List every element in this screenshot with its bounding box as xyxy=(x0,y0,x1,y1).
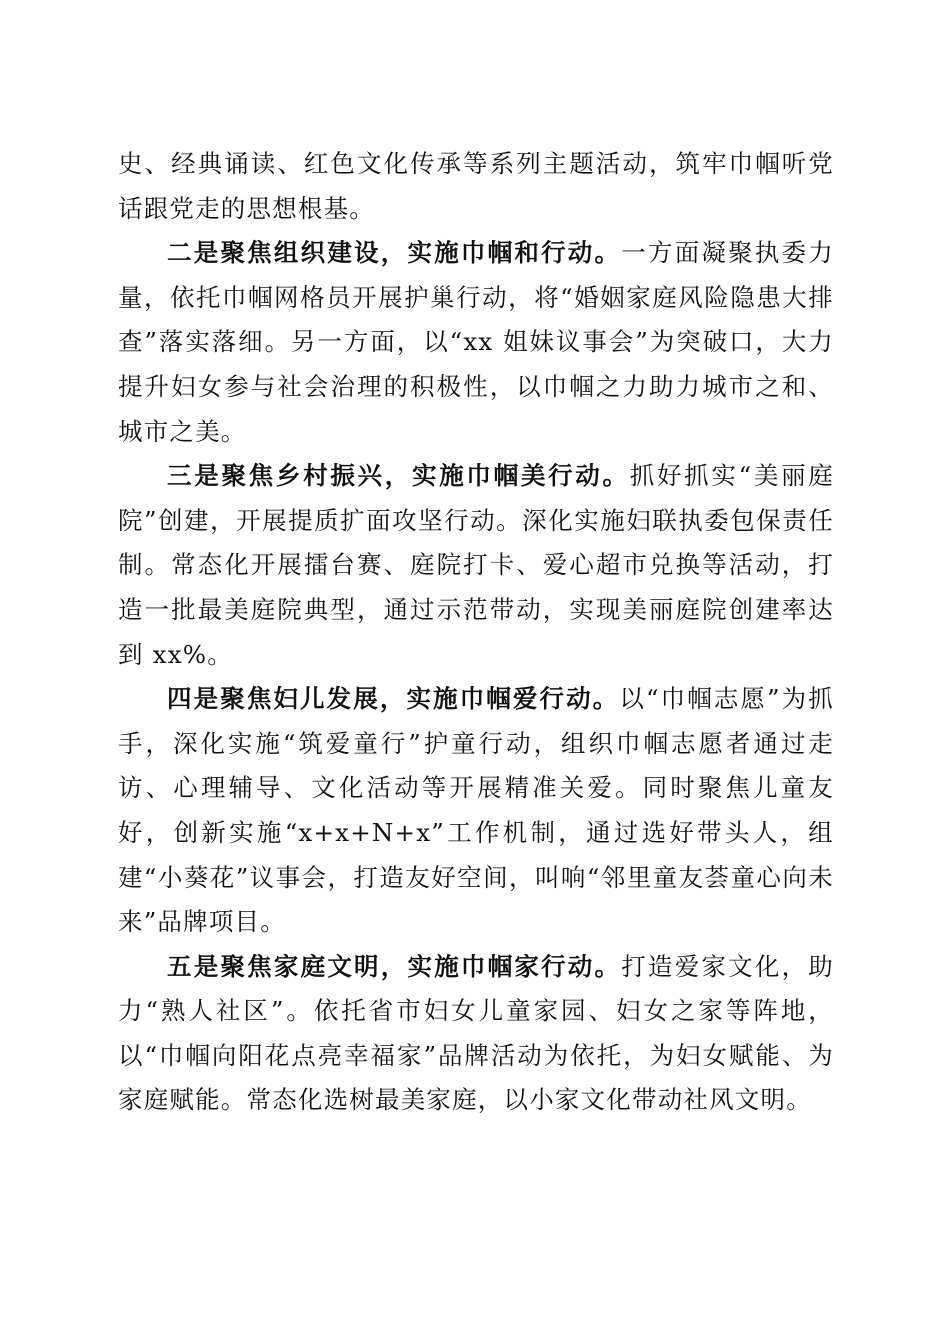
document-page xyxy=(118,142,834,1123)
paragraph-women-children xyxy=(118,677,834,945)
paragraph-lead: 二是聚焦组织建设，实施巾帼和行动。 xyxy=(167,238,622,268)
paragraph-body: 史、经典诵读、红色文化传承等系列主题活动，筑牢巾帼听党话跟党走的思想根基。 xyxy=(118,149,834,223)
paragraph-body: 抓好抓实“美丽庭院”创建，开展提质扩面攻坚行动。深化实施妇联执委包保责任制。常态化开展擂台赛、庭院打卡、爱心超市兑换等活动，打造一批最美庭院典型，通过示范带动，实现美丽庭院创建率达到 xx%。 xyxy=(118,461,834,669)
paragraph-lead: 五是聚焦家庭文明，实施巾帼家行动。 xyxy=(167,951,622,981)
paragraph-body: 以“巾帼志愿”为抓手，深化实施“筑爱童行”护童行动，组织巾帼志愿者通过走访、心理辅导、文化活动等开展精准关爱。同时聚焦儿童友好，创新实施“x+x+N+x”工作机制，通过选好带头人，组建“小葵花”议事会，打造友好空间，叫响“邻里童友荟童心向未来”品牌项目。 xyxy=(118,684,834,937)
paragraph-body: 一方面凝聚执委力量，依托巾帼网格员开展护巢行动，将“婚姻家庭风险隐患大排查”落实落细。另一方面，以“xx 姐妹议事会”为突破口，大力提升妇女参与社会治理的积极性，以巾帼之力助力城市之和、城市之美。 xyxy=(118,238,834,446)
paragraph-family xyxy=(118,945,834,1123)
paragraph-lead: 四是聚焦妇儿发展，实施巾帼爱行动。 xyxy=(167,684,620,714)
paragraph-continuation xyxy=(118,142,834,231)
paragraph-rural xyxy=(118,454,834,677)
paragraph-lead: 三是聚焦乡村振兴，实施巾帼美行动。 xyxy=(167,461,630,491)
paragraph-body: 打造爱家文化，助力“熟人社区”。依托省市妇女儿童家园、妇女之家等阵地，以“巾帼向阳花点亮幸福家”品牌活动为依托，为妇女赋能、为家庭赋能。常态化选树最美家庭，以小家文化带动社风文明。 xyxy=(118,951,834,1115)
paragraph-organization xyxy=(118,231,834,454)
